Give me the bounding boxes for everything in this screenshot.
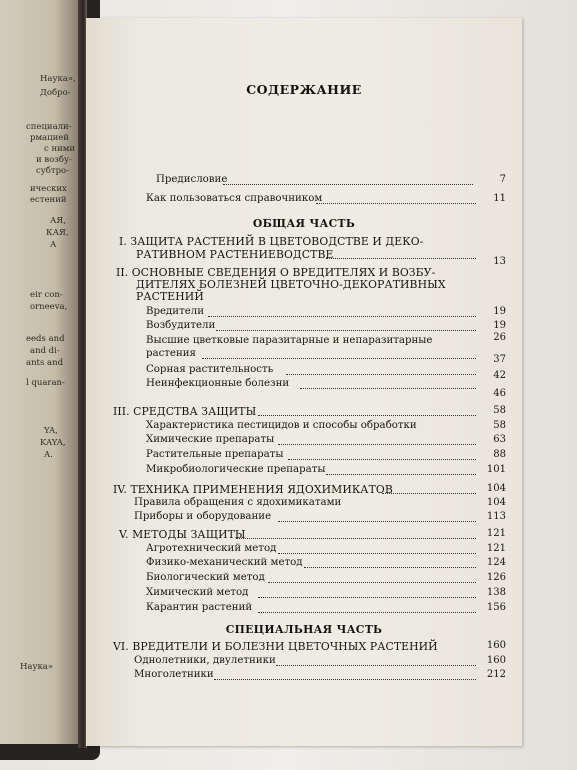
toc-entry-title: I. ЗАЩИТА РАСТЕНИЙ В ЦВЕТОВОДСТВЕ И ДЕКО- (119, 235, 424, 248)
left-page-line: естений (30, 195, 67, 205)
left-page-line: КАЯ, (46, 228, 69, 238)
contents-page (86, 18, 522, 746)
toc-entry-page: 101 (486, 464, 506, 475)
toc-entry-title: III. СРЕДСТВА ЗАЩИТЫ (113, 405, 257, 418)
left-page-line: Наука», (40, 74, 76, 84)
toc-entry-page: 37 (493, 354, 506, 365)
toc-entry-page: 46 (493, 388, 506, 399)
toc-entry-page: 113 (486, 511, 506, 522)
left-page-line: l quaran- (26, 378, 65, 388)
left-page-line: специали- (26, 122, 72, 132)
toc-leader-dots (278, 443, 476, 445)
left-page-line: and di- (30, 346, 60, 356)
toc-entry-page: 19 (493, 306, 506, 317)
toc-entry-page: 160 (486, 655, 506, 666)
toc-leader-dots (214, 678, 476, 680)
toc-entry-page: 42 (493, 370, 506, 381)
toc-entry-page: 126 (486, 572, 506, 583)
left-page-line: рмацией (30, 133, 69, 143)
toc-leader-dots (216, 329, 476, 331)
toc-entry-title: Как пользоваться справочником (146, 193, 323, 204)
toc-entry-title: Сорная растительность (146, 364, 274, 375)
toc-entry-title: Физико-механический метод (146, 557, 303, 568)
toc-entry-title: Биологический метод (146, 572, 265, 583)
toc-leader-dots (288, 458, 476, 460)
toc-leader-dots (258, 611, 476, 613)
left-page-line: с ними (44, 144, 76, 154)
toc-leader-dots (300, 387, 476, 389)
toc-entry-title: Агротехнический метод (146, 543, 277, 554)
toc-entry-title: Микробиологические препараты (146, 464, 326, 475)
toc-entry-page: 19 (493, 320, 506, 331)
left-page-line: KAYA, (40, 438, 66, 448)
toc-entry-page: 88 (493, 449, 506, 460)
toc-leader-dots (223, 183, 473, 185)
toc-entry-page: 104 (486, 483, 506, 494)
toc-leader-dots (278, 552, 476, 554)
toc-entry-title: Правила обращения с ядохимикатами (134, 497, 342, 508)
toc-entry-page: 121 (486, 528, 506, 539)
toc-entry-page: 58 (493, 405, 506, 416)
toc-leader-dots (326, 257, 476, 259)
toc-leader-dots (326, 473, 476, 475)
left-page-line: А (50, 240, 57, 250)
toc-entry-title: Карантин растений (146, 602, 253, 613)
left-page (0, 0, 78, 744)
toc-entry-page: 11 (493, 193, 506, 204)
toc-entry-title: РАСТЕНИЙ (136, 290, 204, 303)
toc-leader-dots (276, 664, 476, 666)
toc-entry-title: Вредители (146, 306, 205, 317)
left-page-line: orneeva, (30, 302, 68, 312)
left-page-line: Добро- (40, 88, 71, 98)
toc-leader-dots (304, 566, 476, 568)
left-page-line: Наука» (20, 662, 54, 672)
toc-leader-dots (208, 315, 476, 317)
toc-entry-title: VI. ВРЕДИТЕЛИ И БОЛЕЗНИ ЦВЕТОЧНЫХ РАСТЕНИЙ (113, 640, 438, 653)
toc-entry-title: растения (146, 348, 196, 359)
toc-entry-title: Растительные препараты (146, 449, 284, 460)
left-page-line: АЯ, (50, 216, 67, 226)
toc-leader-dots (202, 357, 476, 359)
toc-entry-page: 124 (486, 557, 506, 568)
toc-entry-page: 121 (486, 543, 506, 554)
toc-leader-dots (286, 373, 476, 375)
toc-entry-title: Приборы и оборудование (134, 511, 272, 522)
toc-entry-page: 212 (486, 669, 506, 680)
toc-entry-page: 63 (493, 434, 506, 445)
toc-entry-title: V. МЕТОДЫ ЗАЩИТЫ (119, 528, 246, 541)
left-page-line: ants and (26, 358, 64, 368)
toc-entry-page: 160 (486, 640, 506, 651)
toc-leader-dots (268, 581, 476, 583)
left-page-line: и возбу- (36, 155, 72, 165)
toc-entry-page: 26 (493, 332, 506, 343)
toc-entry-page: 58 (493, 420, 506, 431)
toc-entry-title: IV. ТЕХНИКА ПРИМЕНЕНИЯ ЯДОХИМИКАТОВ (113, 483, 393, 496)
toc-entry-title: Неинфекционные болезни (146, 378, 290, 389)
page-title: СОДЕРЖАНИЕ (246, 82, 362, 97)
toc-entry-title: II. ОСНОВНЫЕ СВЕДЕНИЯ О ВРЕДИТЕЛЯХ И ВОЗБУ- (116, 266, 436, 279)
section-heading: СПЕЦИАЛЬНАЯ ЧАСТЬ (225, 623, 383, 636)
toc-leader-dots (278, 520, 476, 522)
left-page-line: eeds and (26, 334, 65, 344)
toc-entry-title: Химические препараты (146, 434, 275, 445)
toc-leader-dots (316, 202, 476, 204)
toc-entry-page: 7 (499, 174, 506, 185)
toc-entry-page: 156 (486, 602, 506, 613)
toc-entry-title: Химический метод (146, 587, 249, 598)
toc-leader-dots (258, 596, 476, 598)
left-page-line: YA, (44, 426, 58, 436)
toc-entry-title: Возбудители (146, 320, 216, 331)
toc-leader-dots (382, 492, 476, 494)
toc-entry-title: Многолетники (134, 669, 214, 680)
toc-entry-title: Однолетники, двулетники (134, 655, 276, 666)
toc-entry-page: 138 (486, 587, 506, 598)
left-page-line: A. (44, 450, 53, 460)
left-page-line: субтро- (36, 166, 70, 176)
toc-leader-dots (258, 414, 476, 416)
section-heading: ОБЩАЯ ЧАСТЬ (252, 217, 356, 230)
toc-entry-title: РАТИВНОМ РАСТЕНИЕВОДСТВЕ (136, 248, 334, 261)
toc-entry-page: 104 (486, 497, 506, 508)
left-page-line: eir con- (30, 290, 63, 300)
toc-leader-dots (236, 537, 476, 539)
toc-entry-title: Высшие цветковые паразитарные и непаразитарные (146, 335, 433, 346)
left-page-line: ических (30, 184, 67, 194)
toc-entry-title: Характеристика пестицидов и способы обработки (146, 420, 417, 431)
toc-entry-title: Предисловие (156, 174, 228, 185)
toc-entry-title: ДИТЕЛЯХ БОЛЕЗНЕЙ ЦВЕТОЧНО-ДЕКОРАТИВНЫХ (136, 278, 446, 291)
toc-entry-page: 13 (493, 256, 506, 267)
